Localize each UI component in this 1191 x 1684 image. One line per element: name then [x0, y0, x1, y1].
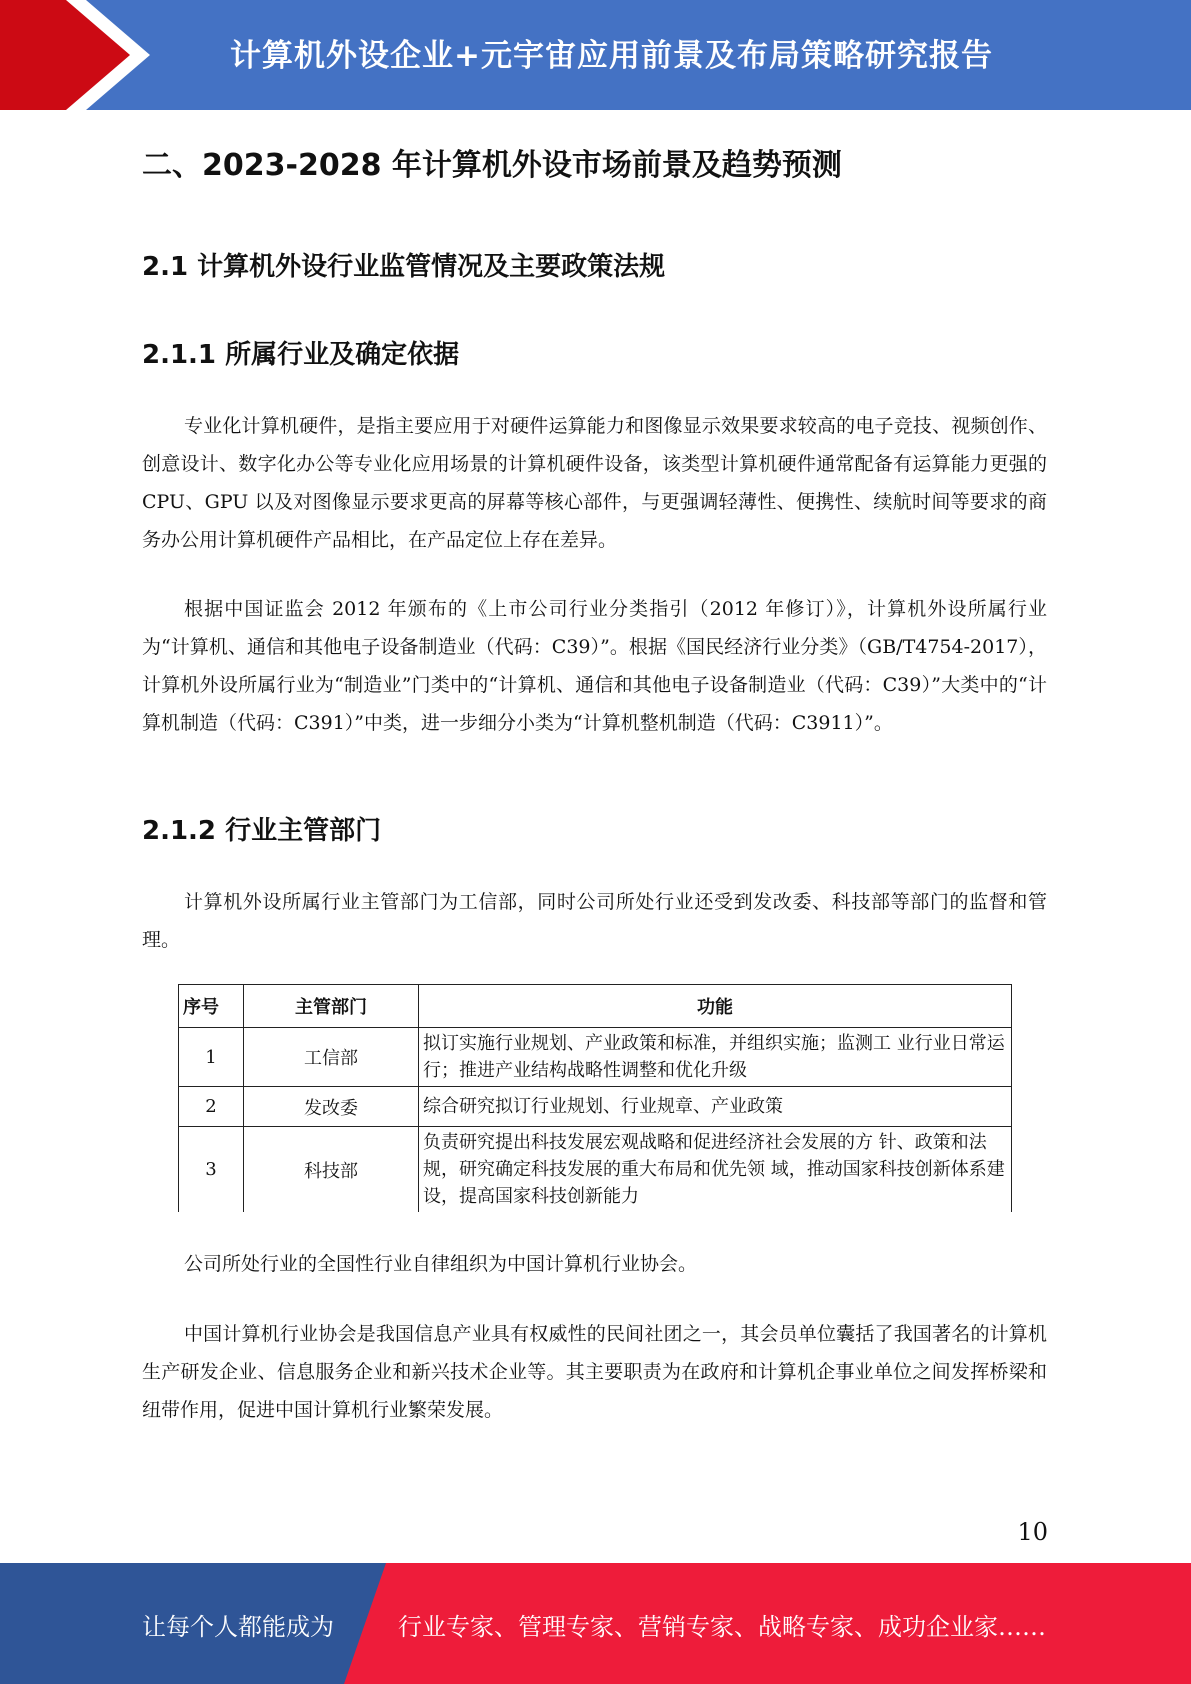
paragraph-hardware-definition: 专业化计算机硬件，是指主要应用于对硬件运算能力和图像显示效果要求较高的电子竞技、视频创作、创意设计、数字化办公等专业化应用场景的计算机硬件设备，该类型计算机硬件通常配备有运算能力更强的 CPU、GPU 以及对图像显示要求更高的屏幕等核心部件，与更强调轻薄性、便携性、续航时间等要求的商务办公用计算机硬件产品相比，在产品定位上存在差异。	[142, 415, 1047, 551]
report-title: 计算机外设企业+元宇宙应用前景及布局策略研究报告	[230, 38, 993, 74]
table-header-cell: 序号	[179, 985, 244, 1028]
table-cell-dept: 科技部	[244, 1127, 419, 1213]
footer-slogan-right: 行业专家、管理专家、营销专家、战略专家、成功企业家……	[398, 1613, 1046, 1641]
paragraph-association: 公司所处行业的全国性行业自律组织为中国计算机行业协会。	[184, 1253, 698, 1275]
table-cell-dept: 发改委	[244, 1087, 419, 1127]
table-row	[179, 1087, 1012, 1127]
table-cell-func: 综合研究拟订行业规划、行业规章、产业政策	[419, 1087, 1012, 1127]
table-cell-func: 负责研究提出科技发展宏观战略和促进经济社会发展的方 针、政策和法规，研究确定科技发展的重大布局和优先领 域，推动国家科技创新体系建设，提高国家科技创新能力	[419, 1127, 1012, 1213]
table-row	[179, 1028, 1012, 1087]
subsubsection-heading-industry: 2.1.1 所属行业及确定依据	[142, 340, 460, 370]
table-header-cell: 主管部门	[244, 985, 419, 1028]
table-cell-num: 2	[179, 1087, 244, 1127]
subsection-heading: 2.1 计算机外设行业监管情况及主要政策法规	[142, 252, 666, 282]
subsubsection-heading-authority: 2.1.2 行业主管部门	[142, 816, 382, 846]
table-cell-dept: 工信部	[244, 1028, 419, 1087]
footer-slogan-left: 让每个人都能成为	[142, 1613, 334, 1641]
paragraph-association-detail: 中国计算机行业协会是我国信息产业具有权威性的民间社团之一，其会员单位囊括了我国著名的计算机生产研发企业、信息服务企业和新兴技术企业等。其主要职责为在政府和计算机企事业单位之间发挥桥梁和纽带作用，促进中国计算机行业繁荣发展。	[142, 1323, 1047, 1421]
section-heading: 二、2023-2028 年计算机外设市场前景及趋势预测	[142, 148, 842, 183]
paragraph-authority-intro: 计算机外设所属行业主管部门为工信部，同时公司所处行业还受到发改委、科技部等部门的监督和管理。	[142, 891, 1047, 951]
table-cell-num: 1	[179, 1028, 244, 1087]
header-arrow-icon	[0, 0, 150, 110]
paragraph-industry-classification: 根据中国证监会 2012 年颁布的《上市公司行业分类指引（2012 年修订）》，计算机外设所属行业为“计算机、通信和其他电子设备制造业（代码：C39）”。根据《国民经济行业分类》（GB/T4754-2017），计算机外设所属行业为“制造业”门类中的“计算机、通信和其他电子设备制造业（代码：C39）”大类中的“计算机制造（代码：C391）”中类，进一步细分小类为“计算机整机制造（代码：C3911）”。	[142, 598, 1047, 734]
report-header-band	[0, 0, 1191, 110]
report-footer-band	[0, 1563, 1191, 1684]
page-number: 10	[1017, 1518, 1048, 1546]
authority-table	[178, 984, 1012, 1212]
table-cell-num: 3	[179, 1127, 244, 1213]
table-header-row	[179, 985, 1012, 1028]
table-row	[179, 1127, 1012, 1213]
table-header-cell: 功能	[419, 985, 1012, 1028]
table-cell-func: 拟订实施行业规划、产业政策和标准，并组织实施；监测工 业行业日常运行；推进产业结构战略性调整和优化升级	[419, 1028, 1012, 1087]
